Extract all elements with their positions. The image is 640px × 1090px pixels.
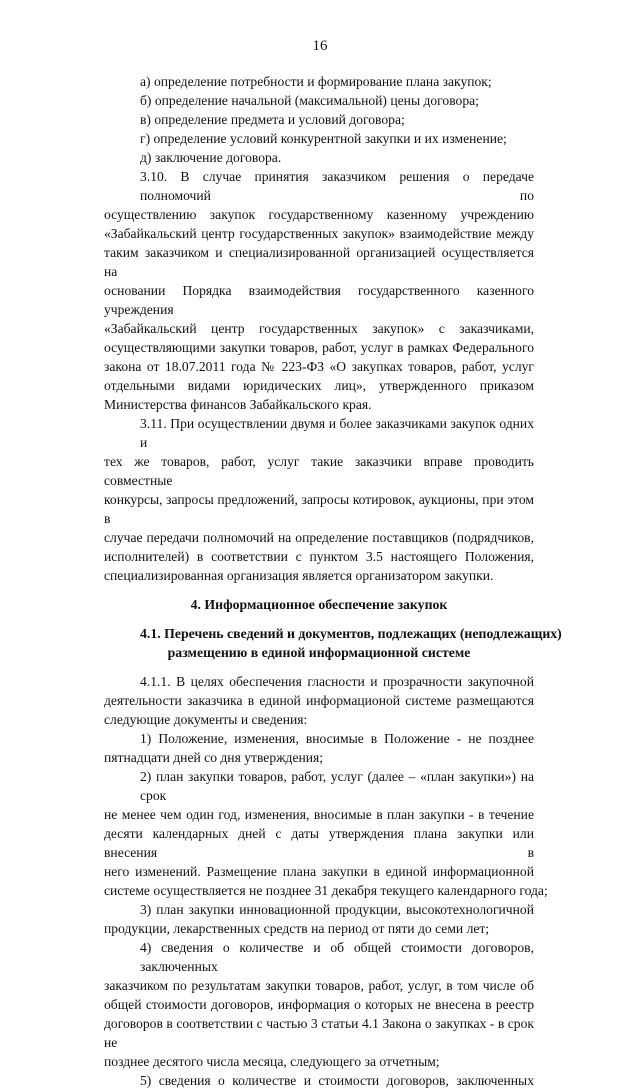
paragraph-line: отдельными видами юридических лиц», утвержденного приказом [104,378,534,393]
paragraph-3-10 [104,167,534,414]
section-4-1-heading-line1: 4.1. Перечень сведений и документов, подлежащих (неподлежащих) [140,626,562,641]
paragraph-line: него изменений. Размещение плана закупки в единой информационной [104,864,534,879]
paragraph-line: таким заказчиком и специализированной организацией осуществляется на [104,245,534,279]
paragraph-line: специализированная организация является организатором закупки. [104,568,494,583]
list-3-9 [104,72,534,167]
paragraph-4-1-1 [104,672,534,729]
list-item: а) определение потребности и формирование плана закупок; [140,74,492,89]
paragraph-line: исполнителей) в соответствии с пунктом 3.5 настоящего Положения, [104,549,534,564]
paragraph-line: 4) сведения о количестве и об общей стоимости договоров, заключенных [140,940,534,974]
list-item: г) определение условий конкурентной закупки и их изменение; [140,131,507,146]
list-item: в) определение предмета и условий договора; [140,112,405,127]
paragraph-line: осуществлению закупок государственному казенному учреждению [104,207,534,222]
paragraph-line: 3.10. В случае принятия заказчиком решения о передаче полномочий по [140,169,534,203]
paragraph-line: заказчиком по результатам закупки товаров, работ, услуг, в том числе об [104,978,534,993]
paragraph-line: закона от 18.07.2011 года № 223-ФЗ «О закупках товаров, работ, услуг [104,359,534,374]
paragraph-line: основании Порядка взаимодействия государственного казенного учреждения [104,283,534,317]
paragraph-line: не менее чем один год, изменения, вносимые в план закупки - в течение [104,807,534,822]
paragraph-line: тех же товаров, работ, услуг такие заказчики вправе проводить совместные [104,454,534,488]
paragraph-line: общей стоимости договоров, информация о которых не внесена в реестр [104,997,534,1012]
item-1 [104,729,534,767]
paragraph-line: «Забайкальский центр государственных закупок» с заказчиками, [104,321,534,336]
item-5 [104,1071,534,1090]
paragraph-line: 2) план закупки товаров, работ, услуг (далее – «план закупки») на срок [140,769,534,803]
list-item: д) заключение договора. [140,150,282,165]
paragraph-line: договоров в соответствии с частью 3 статьи 4.1 Закона о закупках - в срок не [104,1016,534,1050]
list-item: б) определение начальной (максимальной) цены договора; [140,93,479,108]
paragraph-line: деятельности заказчика в единой информационой системе размещаются [104,693,534,708]
paragraph-line: системе осуществляется не позднее 31 декабря текущего календарного года; [104,883,548,898]
section-4-heading: 4. Информационное обеспечение закупок [190,597,448,612]
paragraph-line: Министерства финансов Забайкальского края. [104,397,372,412]
paragraph-line: пятнадцати дней со дня утверждения; [104,750,324,765]
section-4-1-heading-line2: размещению в единой информационной системе [167,645,471,660]
paragraph-line: позднее десятого числа месяца, следующего за отчетным; [104,1054,440,1069]
paragraph-line: случае передачи полномочий на определение поставщиков (подрядчиков, [104,530,534,545]
paragraph-line: 3) план закупки инновационной продукции, высокотехнологичной [140,902,534,917]
page-number: 16 [312,38,328,54]
paragraph-line: конкурсы, запросы предложений, запросы котировок, аукционы, при этом в [104,492,534,526]
item-2 [104,767,548,900]
paragraph-line: следующие документы и сведения: [104,712,308,727]
item-3 [104,900,534,938]
paragraph-line: «Забайкальский центр государственных закупок» взаимодействие между [104,226,534,241]
paragraph-line: 4.1.1. В целях обеспечения гласности и прозрачности закупочной [140,674,534,689]
page-body [104,72,562,1090]
paragraph-line: осуществляющими закупки товаров, работ, услуг в рамках Федерального [104,340,534,355]
paragraph-line: десяти календарных дней с даты утверждения плана закупки или внесения в [104,826,534,860]
item-4 [104,938,534,1071]
paragraph-line: 3.11. При осуществлении двумя и более заказчиками закупок одних и [140,416,534,450]
paragraph-line: 5) сведения о количестве и стоимости договоров, заключенных [140,1073,534,1088]
paragraph-3-11 [104,414,534,585]
paragraph-line: продукции, лекарственных средств на период от пяти до семи лет; [104,921,490,936]
paragraph-line: 1) Положение, изменения, вносимые в Положение - не позднее [140,731,534,746]
